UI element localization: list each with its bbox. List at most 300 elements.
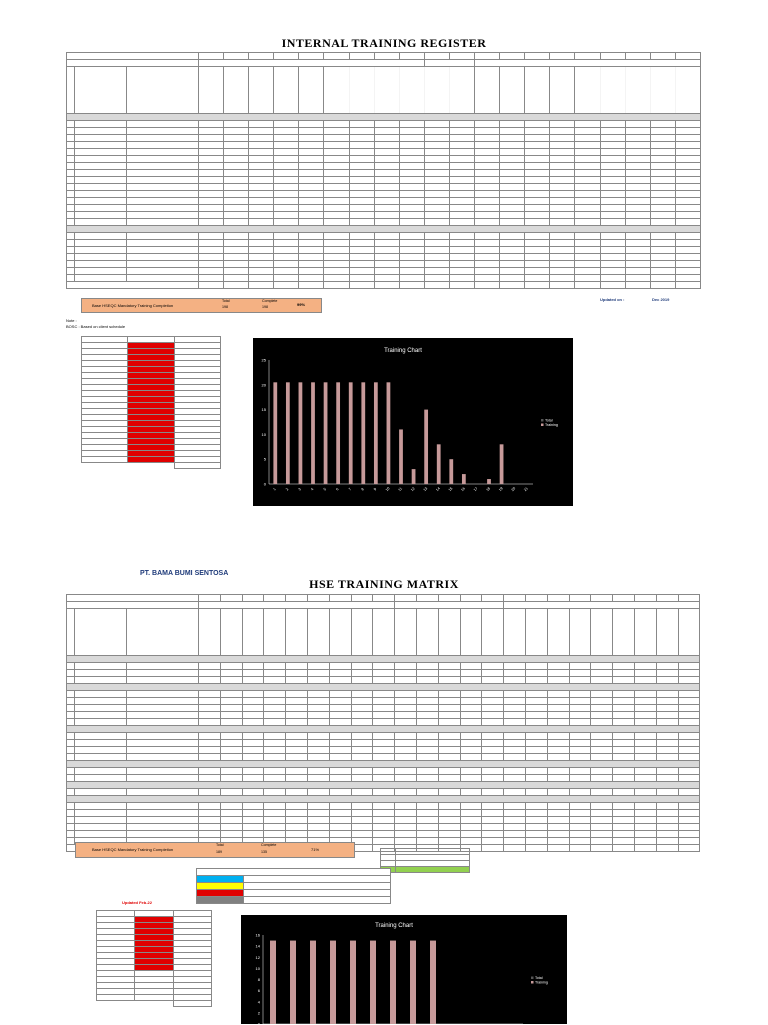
course-cell (650, 268, 675, 275)
course-cell (600, 254, 625, 261)
course-cell (373, 705, 395, 712)
course-cell (374, 170, 399, 177)
chart-bar (336, 382, 340, 484)
legend-label-training: Training (545, 423, 558, 427)
course-cell (500, 240, 525, 247)
course-cell (460, 670, 482, 677)
course-cell (625, 170, 650, 177)
total-cell (634, 845, 656, 852)
row-name (75, 789, 127, 796)
course-cell (449, 233, 474, 240)
course-cell (264, 747, 286, 754)
course-cell (274, 219, 299, 226)
course-cell (374, 212, 399, 219)
course-cell (613, 691, 635, 698)
course-cell (600, 170, 625, 177)
chart-bar (449, 459, 453, 484)
course-cell (349, 177, 374, 184)
course-cell (351, 712, 373, 719)
row-no (67, 177, 75, 184)
course-cell (374, 205, 399, 212)
course-cell (374, 156, 399, 163)
top-summary (81, 298, 322, 313)
course-cell (395, 691, 417, 698)
row-no (67, 247, 75, 254)
course-cell (424, 233, 449, 240)
total-cell (525, 282, 550, 289)
legend-label-total: Total (535, 976, 543, 980)
course-cell (475, 191, 500, 198)
row-title (127, 240, 199, 247)
x-tick-label: 15 (447, 486, 454, 493)
course-cell (650, 191, 675, 198)
course-cell (482, 824, 504, 831)
course-head (525, 609, 547, 656)
col-no (67, 609, 75, 656)
course-cell (242, 747, 264, 754)
course-cell (220, 803, 242, 810)
course-cell (449, 128, 474, 135)
course-cell (449, 275, 474, 282)
course-cell (575, 135, 600, 142)
validity-cell (374, 53, 399, 60)
row-name (75, 240, 127, 247)
course-cell (274, 177, 299, 184)
course-cell (373, 754, 395, 761)
course-cell (613, 663, 635, 670)
course-cell (600, 247, 625, 254)
course-cell (525, 212, 550, 219)
row-no (67, 254, 75, 261)
course-cell (424, 184, 449, 191)
table-row (67, 698, 700, 705)
chart-bar (487, 479, 491, 484)
band-client (424, 60, 474, 67)
course-cell (274, 261, 299, 268)
course-cell (224, 177, 249, 184)
course-cell (374, 233, 399, 240)
course-cell (399, 247, 424, 254)
course-cell (395, 747, 417, 754)
course-cell (351, 719, 373, 726)
course-head (274, 67, 299, 114)
course-cell (374, 219, 399, 226)
training-table-total (82, 463, 221, 469)
course-cell (199, 135, 224, 142)
course-cell (525, 733, 547, 740)
course-cell (475, 156, 500, 163)
chart-bar (311, 382, 315, 484)
course-cell (351, 789, 373, 796)
course-cell (656, 719, 678, 726)
course-cell (274, 156, 299, 163)
course-cell (242, 677, 264, 684)
course-head (675, 67, 700, 114)
course-cell (224, 121, 249, 128)
course-cell (525, 824, 547, 831)
course-cell (199, 198, 224, 205)
section-row (67, 684, 700, 691)
top-chart-svg (253, 338, 573, 506)
course-cell (299, 184, 324, 191)
validity-cell (500, 53, 525, 60)
course-cell (547, 733, 569, 740)
x-tick-label: 16 (460, 486, 466, 493)
course-cell (307, 754, 329, 761)
course-cell (500, 156, 525, 163)
category-row (67, 602, 700, 609)
validity-cell (351, 595, 373, 602)
course-cell (274, 135, 299, 142)
course-cell (351, 670, 373, 677)
course-cell (324, 254, 349, 261)
course-cell (525, 719, 547, 726)
course-cell (416, 824, 438, 831)
course-cell (656, 775, 678, 782)
course-cell (650, 135, 675, 142)
course-cell (324, 233, 349, 240)
course-cell (351, 775, 373, 782)
note-text: BOSC : Based on client schedule (66, 324, 126, 329)
category-label (67, 60, 199, 67)
course-cell (460, 740, 482, 747)
row-name (75, 156, 127, 163)
course-cell (613, 712, 635, 719)
total-cell (550, 282, 575, 289)
course-cell (324, 163, 349, 170)
course-cell (286, 719, 308, 726)
course-cell (482, 838, 504, 845)
course-cell (460, 705, 482, 712)
row-name (75, 128, 127, 135)
course-cell (678, 677, 700, 684)
course-cell (324, 191, 349, 198)
course-cell (329, 775, 351, 782)
row-title (127, 733, 199, 740)
row-title (127, 719, 199, 726)
course-cell (199, 205, 224, 212)
course-cell (351, 824, 373, 831)
y-tick-label: 14 (255, 943, 260, 949)
course-cell (613, 740, 635, 747)
course-cell (349, 275, 374, 282)
course-cell (373, 789, 395, 796)
course-cell (224, 233, 249, 240)
table-row (67, 824, 700, 831)
course-cell (591, 663, 613, 670)
course-cell (547, 789, 569, 796)
course-cell (395, 768, 417, 775)
course-cell (307, 670, 329, 677)
course-cell (525, 838, 547, 845)
course-cell (525, 698, 547, 705)
totals-row (67, 282, 701, 289)
course-cell (550, 198, 575, 205)
validity-label (67, 53, 199, 60)
key-row (381, 867, 470, 873)
course-cell (678, 740, 700, 747)
row-name (75, 677, 127, 684)
course-cell (224, 156, 249, 163)
course-cell (349, 268, 374, 275)
row-title (127, 233, 199, 240)
total-cell (274, 282, 299, 289)
course-cell (399, 233, 424, 240)
course-cell (460, 824, 482, 831)
course-cell (613, 768, 635, 775)
course-cell (351, 705, 373, 712)
course-cell (199, 670, 221, 677)
course-cell (634, 810, 656, 817)
course-cell (569, 838, 591, 845)
legend-text (244, 890, 391, 897)
course-cell (550, 261, 575, 268)
table-row (67, 733, 700, 740)
course-cell (249, 163, 274, 170)
table-row (67, 712, 700, 719)
course-cell (349, 247, 374, 254)
course-cell (274, 184, 299, 191)
course-cell (625, 198, 650, 205)
course-cell (675, 156, 700, 163)
table-row (67, 177, 701, 184)
top-training-chart (253, 338, 573, 506)
y-tick-label: 0 (257, 1021, 260, 1024)
row-no (67, 803, 75, 810)
course-cell (374, 191, 399, 198)
row-title (127, 789, 199, 796)
course-cell (399, 135, 424, 142)
course-cell (600, 219, 625, 226)
course-cell (600, 163, 625, 170)
course-cell (395, 754, 417, 761)
section-row (67, 761, 700, 768)
course-cell (349, 170, 374, 177)
course-cell (634, 768, 656, 775)
course-cell (678, 824, 700, 831)
course-cell (399, 254, 424, 261)
course-cell (438, 698, 460, 705)
course-cell (475, 128, 500, 135)
row-no (67, 212, 75, 219)
course-cell (438, 775, 460, 782)
course-cell (351, 740, 373, 747)
course-cell (482, 712, 504, 719)
row-title (127, 740, 199, 747)
course-cell (349, 219, 374, 226)
course-cell (286, 768, 308, 775)
course-cell (395, 838, 417, 845)
course-cell (224, 205, 249, 212)
row-name (75, 733, 127, 740)
course-cell (199, 191, 224, 198)
total-cell (525, 845, 547, 852)
row-no (67, 747, 75, 754)
course-cell (373, 775, 395, 782)
table-row (67, 789, 700, 796)
course-cell (675, 149, 700, 156)
course-cell (329, 670, 351, 677)
course-cell (399, 170, 424, 177)
course-cell (600, 184, 625, 191)
row-title (127, 156, 199, 163)
course-cell (625, 128, 650, 135)
course-cell (224, 142, 249, 149)
legend-label-training: Training (535, 980, 548, 985)
course-cell (307, 831, 329, 838)
course-cell (199, 254, 224, 261)
course-cell (613, 824, 635, 831)
course-cell (242, 810, 264, 817)
course-cell (625, 233, 650, 240)
row-no (67, 677, 75, 684)
course-cell (460, 733, 482, 740)
validity-cell (399, 53, 424, 60)
course-cell (264, 698, 286, 705)
course-head-row (67, 67, 701, 114)
validity-cell (274, 53, 299, 60)
course-cell (264, 775, 286, 782)
course-cell (351, 754, 373, 761)
course-cell (274, 198, 299, 205)
course-cell (656, 663, 678, 670)
course-cell (299, 142, 324, 149)
course-cell (656, 789, 678, 796)
course-cell (500, 247, 525, 254)
course-cell (438, 747, 460, 754)
course-head (550, 67, 575, 114)
course-cell (324, 121, 349, 128)
course-cell (351, 831, 373, 838)
course-cell (224, 149, 249, 156)
course-cell (329, 719, 351, 726)
course-cell (449, 247, 474, 254)
legend-text (244, 897, 391, 904)
course-cell (242, 754, 264, 761)
course-cell (525, 740, 547, 747)
x-tick-label: 14 (435, 486, 441, 493)
chart-bar (324, 382, 328, 484)
course-cell (242, 824, 264, 831)
course-cell (569, 691, 591, 698)
y-tick-label: 2 (257, 1010, 260, 1016)
legend-row (197, 876, 391, 883)
row-title (127, 247, 199, 254)
course-cell (249, 240, 274, 247)
course-cell (525, 233, 550, 240)
band-mandatory (199, 602, 395, 609)
course-cell (242, 663, 264, 670)
course-cell (634, 719, 656, 726)
course-cell (374, 121, 399, 128)
course-cell (634, 803, 656, 810)
course-cell (374, 268, 399, 275)
validity-cell (449, 53, 474, 60)
row-no (67, 663, 75, 670)
course-cell (199, 149, 224, 156)
row-no (67, 135, 75, 142)
course-cell (613, 705, 635, 712)
band-mandatory (199, 60, 425, 67)
chart-bar (286, 382, 290, 484)
course-cell (460, 810, 482, 817)
course-cell (500, 184, 525, 191)
course-cell (634, 775, 656, 782)
table-row (67, 775, 700, 782)
y-tick-label: 25 (261, 357, 266, 363)
course-cell (575, 205, 600, 212)
y-tick-label: 10 (261, 431, 266, 437)
section-row (67, 796, 700, 803)
course-cell (575, 142, 600, 149)
course-cell (224, 240, 249, 247)
row-name (75, 719, 127, 726)
course-cell (678, 789, 700, 796)
course-cell (547, 803, 569, 810)
course-cell (504, 754, 526, 761)
course-cell (591, 768, 613, 775)
legend-label-total: Total (545, 418, 553, 423)
table-row (67, 677, 700, 684)
validity-cell (650, 53, 675, 60)
course-cell (547, 740, 569, 747)
course-cell (220, 677, 242, 684)
course-cell (656, 831, 678, 838)
row-no (67, 191, 75, 198)
total-cell (399, 282, 424, 289)
course-cell (220, 740, 242, 747)
course-cell (199, 747, 221, 754)
course-cell (675, 163, 700, 170)
total-cell (224, 282, 249, 289)
course-cell (504, 817, 526, 824)
course-cell (424, 275, 449, 282)
course-cell (373, 733, 395, 740)
course-cell (504, 663, 526, 670)
course-cell (324, 135, 349, 142)
course-head (650, 67, 675, 114)
validity-cell (525, 595, 547, 602)
chart-bar (361, 382, 365, 484)
row-title (127, 817, 199, 824)
course-cell (224, 275, 249, 282)
course-cell (324, 156, 349, 163)
course-cell (678, 810, 700, 817)
chart-bar (462, 474, 466, 484)
course-cell (307, 733, 329, 740)
course-cell (625, 275, 650, 282)
course-cell (656, 803, 678, 810)
course-cell (399, 142, 424, 149)
register-matrix (66, 52, 700, 289)
course-head (242, 609, 264, 656)
course-cell (625, 191, 650, 198)
course-cell (373, 817, 395, 824)
course-cell (550, 184, 575, 191)
course-cell (525, 754, 547, 761)
course-cell (264, 817, 286, 824)
validity-row (67, 53, 701, 60)
course-cell (575, 156, 600, 163)
course-cell (482, 817, 504, 824)
course-cell (264, 663, 286, 670)
course-cell (424, 261, 449, 268)
course-cell (324, 128, 349, 135)
course-cell (329, 817, 351, 824)
row-no (67, 712, 75, 719)
course-cell (650, 121, 675, 128)
course-cell (550, 247, 575, 254)
